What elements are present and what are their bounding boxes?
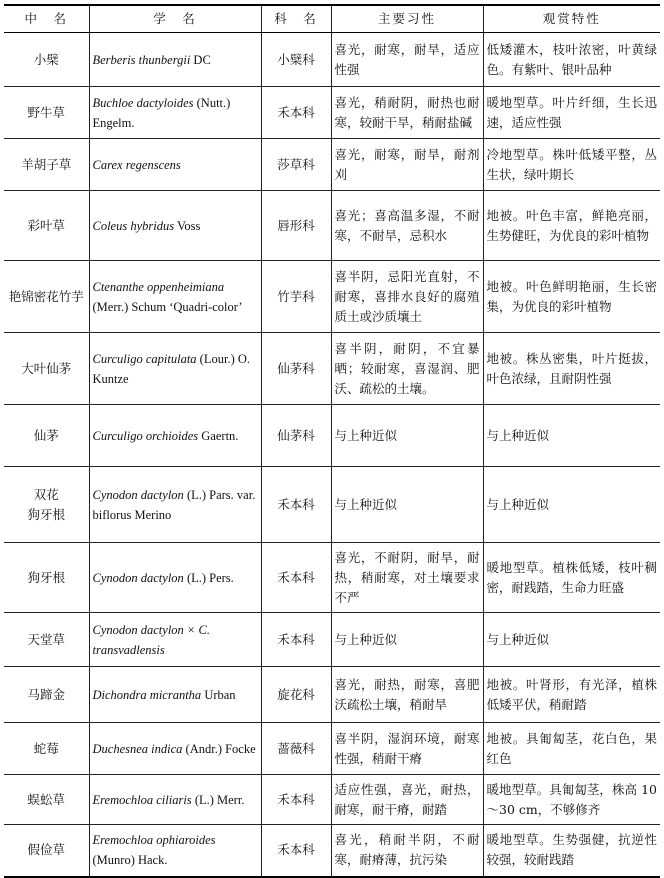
author-citation: (L.) Pers. [186,570,234,585]
header-ornamental-feature: 观赏特性 [483,5,660,33]
scientific-name: Buchloe dactyloides [92,95,194,110]
chinese-name-cell [4,543,89,613]
habit-cell: 与上种近似 [331,405,483,467]
scientific-name: Eremochloa ciliaris [92,792,192,807]
habit-cell: 喜光，不耐阴，耐旱，耐热，稍耐寒，对土壤要求不严 [331,543,483,613]
chinese-name: 狗牙根 [27,569,65,585]
scientific-name: Cynodon dactylon [92,487,184,502]
scientific-name: Curculigo orchioides [92,428,199,443]
chinese-name-cell [4,825,89,877]
table-row [4,405,660,467]
chinese-name: 小檗 [33,51,59,67]
header-chinese-name: 中 名 [4,5,89,33]
table-row [4,667,660,723]
table-row [4,775,660,825]
chinese-name-cell [4,33,89,87]
author-citation: Voss [177,218,201,233]
feature-cell: 地被。叶肾形，有光泽，植株低矮平伏，稍耐踏 [483,667,660,723]
scientific-name: Curculigo capitulata [92,351,197,366]
scientific-name-cell [89,333,261,405]
feature-cell: 与上种近似 [483,405,660,467]
family-cell: 蔷薇科 [261,723,331,775]
habit-cell: 喜半阴，湿润环境，耐寒性强，稍耐干瘠 [331,723,483,775]
feature-cell: 与上种近似 [483,467,660,543]
habit-cell: 喜半阴，耐阴，不宜暴晒；较耐寒，喜湿润、肥沃、疏松的土壤。 [331,333,483,405]
feature-cell: 冷地型草。株叶低矮平整，丛生状，绿叶期长 [483,139,660,191]
scientific-name-cell [89,543,261,613]
family-cell: 仙茅科 [261,333,331,405]
feature-cell: 暖地型草。植株低矮，枝叶稠密，耐践踏，生命力旺盛 [483,543,660,613]
chinese-name: 艳锦密花竹芋 [8,288,84,304]
family-cell: 禾本科 [261,543,331,613]
habit-cell: 与上种近似 [331,613,483,667]
chinese-name: 羊胡子草 [21,156,72,172]
header-habit: 主要习性 [331,5,483,33]
author-citation: (Munro) Hack. [92,853,168,868]
table-row [4,723,660,775]
chinese-name: 野牛草 [27,104,65,120]
scientific-name-cell [89,825,261,877]
chinese-name: 彩叶草 [27,217,65,233]
habit-cell: 喜光；喜高温多湿，不耐寒，不耐旱，忌积水 [331,191,483,261]
feature-cell: 暖地型草。叶片纤细，生长迅速，适应性强 [483,87,660,139]
family-cell: 莎草科 [261,139,331,191]
table-header [4,5,660,33]
chinese-name-cell [4,775,89,825]
header-row [4,5,660,33]
chinese-name-cell [4,191,89,261]
author-citation: (L.) Merr. [194,792,245,807]
author-citation: DC [193,52,211,67]
table-row [4,139,660,191]
chinese-name: 蛇莓 [33,740,59,756]
scientific-name: Eremochloa ophiaroides [92,833,216,848]
table-row [4,261,660,333]
author-citation: (L.) Pars. var. biflorus Merino [92,487,256,522]
table-row [4,543,660,613]
chinese-name: 马蹄金 [27,686,65,702]
chinese-name-cell [4,405,89,467]
scientific-name: Coleus hybridus [92,218,175,233]
scientific-name-cell [89,667,261,723]
scientific-name-cell [89,775,261,825]
family-cell: 小檗科 [261,33,331,87]
feature-cell: 地被。株丛密集，叶片挺拔，叶色浓绿，且耐阴性强 [483,333,660,405]
scientific-name: Cynodon dactylon [92,570,184,585]
chinese-name: 假俭草 [27,842,65,858]
author-citation: Gaertn. [201,428,239,443]
habit-cell: 喜光，耐寒，耐旱，耐剂刈 [331,139,483,191]
family-cell: 竹芋科 [261,261,331,333]
chinese-name-cell [4,333,89,405]
chinese-name: 大叶仙茅 [21,360,72,376]
family-cell: 禾本科 [261,825,331,877]
feature-cell: 地被。具匍匐茎，花白色，果红色 [483,723,660,775]
scientific-name-cell [89,261,261,333]
habit-cell: 喜光，耐寒，耐旱，适应性强 [331,33,483,87]
scientific-name-cell [89,405,261,467]
feature-cell: 地被。叶色鲜明艳丽，生长密集，为优良的彩叶植物 [483,261,660,333]
table-body [4,33,660,877]
chinese-name-cell [4,667,89,723]
chinese-name: 双花 狗牙根 [27,486,65,522]
habit-cell: 喜半阴，忌阳光直射，不耐寒，喜排水良好的腐殖质土或沙质壤土 [331,261,483,333]
table-row [4,191,660,261]
plant-table [4,4,660,878]
table-row [4,613,660,667]
scientific-name-cell [89,33,261,87]
family-cell: 禾本科 [261,467,331,543]
author-citation: Urban [204,687,236,702]
chinese-name: 蜈蚣草 [27,791,65,807]
table-row [4,467,660,543]
family-cell: 禾本科 [261,613,331,667]
habit-cell: 适应性强，喜光，耐热，耐寒，耐干瘠，耐踏 [331,775,483,825]
chinese-name-cell [4,723,89,775]
author-citation: (Merr.) Schum ‘Quadri-color’ [92,299,243,314]
family-cell: 唇形科 [261,191,331,261]
scientific-name-cell [89,191,261,261]
scientific-name-cell [89,87,261,139]
scientific-name-cell [89,467,261,543]
habit-cell: 喜光，稍耐阴，耐热也耐寒，较耐干旱，稍耐盐碱 [331,87,483,139]
scientific-name: Berberis thunbergii [92,52,191,67]
family-cell: 禾本科 [261,775,331,825]
family-cell: 仙茅科 [261,405,331,467]
chinese-name: 仙茅 [33,427,59,443]
author-citation: (Andr.) Focke [185,741,256,756]
scientific-name: Dichondra micrantha [92,687,202,702]
chinese-name: 天堂草 [27,631,65,647]
chinese-name-cell [4,613,89,667]
table-row [4,825,660,877]
table-row [4,33,660,87]
header-family: 科 名 [261,5,331,33]
habit-cell: 喜光，耐热，耐寒，喜肥沃疏松土壤，稍耐旱 [331,667,483,723]
author-citation: (Lour.) O. Kuntze [92,351,251,386]
feature-cell: 地被。叶色丰富，鲜艳亮丽，生势健旺，为优良的彩叶植物 [483,191,660,261]
chinese-name-cell [4,87,89,139]
family-cell: 禾本科 [261,87,331,139]
scientific-name: Cynodon dactylon × C. transvadlensis [92,622,210,657]
feature-cell: 暖地型草。具匍匐茎，株高 10～30 cm，不够修齐 [483,775,660,825]
scientific-name-cell [89,723,261,775]
author-citation: (Nutt.) Engelm. [92,95,231,130]
feature-cell: 低矮灌木，枝叶浓密，叶黄绿色。有紫叶、银叶品种 [483,33,660,87]
scientific-name: Carex regenscens [92,157,181,172]
family-cell: 旋花科 [261,667,331,723]
scientific-name: Ctenanthe oppenheimiana [92,279,225,294]
table-row [4,87,660,139]
chinese-name-cell [4,467,89,543]
scientific-name: Duchesnea indica [92,741,183,756]
scientific-name-cell [89,139,261,191]
scientific-name-cell [89,613,261,667]
feature-cell: 与上种近似 [483,613,660,667]
chinese-name-cell [4,139,89,191]
chinese-name-cell [4,261,89,333]
habit-cell: 喜光，稍耐半阴，不耐寒，耐瘠薄，抗污染 [331,825,483,877]
habit-cell: 与上种近似 [331,467,483,543]
feature-cell: 暖地型草。生势强健，抗逆性较强，较耐践踏 [483,825,660,877]
table-row [4,333,660,405]
header-scientific-name: 学 名 [89,5,261,33]
